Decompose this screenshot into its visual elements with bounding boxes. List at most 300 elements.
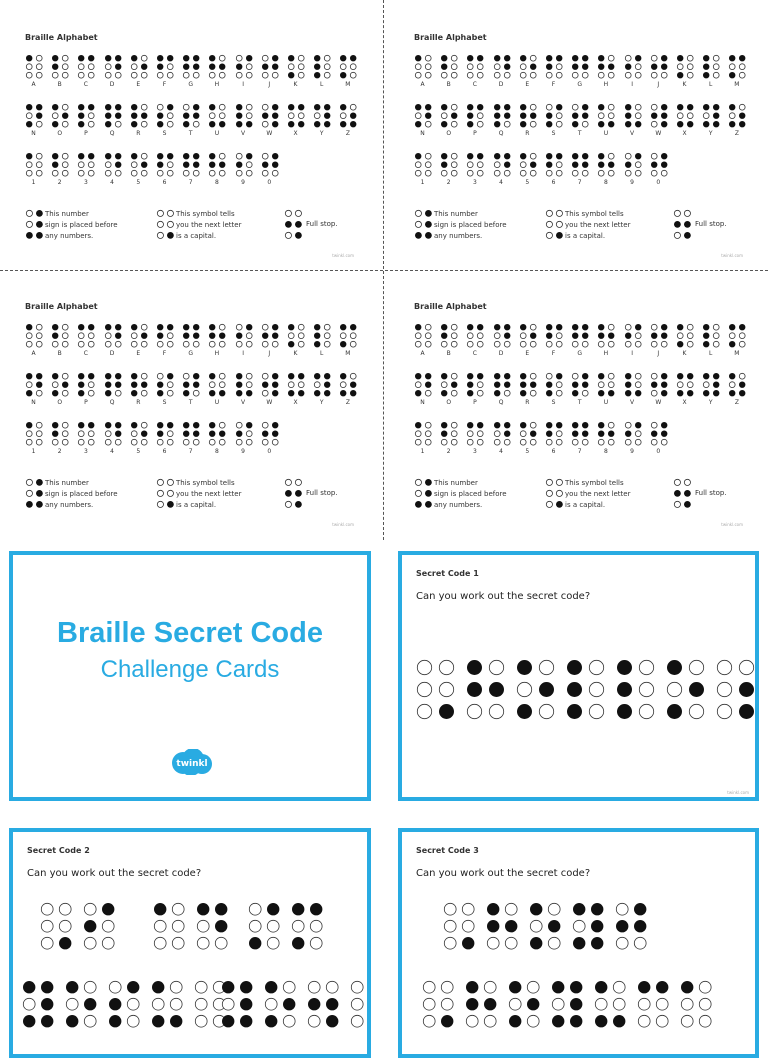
letter-label: U — [214, 130, 220, 138]
braille-cell — [493, 152, 511, 177]
braille-cell — [104, 152, 122, 177]
letter-label: 2 — [57, 179, 62, 187]
raised-dot — [152, 981, 164, 993]
braille-code-cell — [465, 980, 497, 1028]
empty-dot — [689, 660, 703, 674]
empty-dot — [197, 920, 209, 932]
empty-dot — [556, 341, 562, 347]
braille-code-cell — [637, 980, 669, 1028]
braille-cell — [339, 323, 357, 348]
full-stop-label: Full stop. — [306, 220, 338, 228]
raised-dot — [41, 998, 53, 1010]
raised-dot — [739, 113, 745, 119]
raised-dot — [272, 431, 278, 437]
raised-dot — [236, 431, 242, 437]
braille-letter — [104, 152, 130, 186]
empty-dot — [285, 501, 291, 507]
braille-code-cell — [40, 902, 72, 950]
raised-dot — [634, 920, 646, 932]
empty-dot — [193, 121, 199, 127]
braille-letter — [77, 54, 103, 88]
letter-label: Y — [708, 399, 713, 407]
raised-dot — [262, 431, 268, 437]
braille-letter — [519, 323, 545, 357]
empty-dot — [740, 341, 746, 347]
empty-dot — [494, 72, 500, 78]
empty-dot — [131, 64, 137, 70]
braille-letter — [339, 54, 365, 88]
empty-dot — [441, 341, 447, 347]
raised-dot — [209, 333, 215, 339]
braille-letter — [519, 54, 545, 88]
empty-dot — [546, 479, 552, 485]
letter-label: S — [162, 130, 167, 138]
empty-dot — [635, 373, 641, 379]
empty-dot — [167, 390, 173, 396]
raised-dot — [520, 373, 526, 379]
raised-dot — [324, 113, 330, 119]
raised-dot — [183, 55, 189, 61]
empty-dot — [546, 501, 552, 507]
raised-dot — [572, 153, 578, 159]
letter-label: T — [188, 399, 193, 407]
empty-dot — [351, 998, 363, 1010]
braille-cell — [673, 209, 692, 240]
braille-cell — [208, 152, 226, 177]
empty-dot — [246, 72, 252, 78]
raised-dot — [713, 382, 719, 388]
empty-dot — [267, 937, 279, 949]
raised-dot — [570, 1015, 582, 1027]
letter-label: C — [83, 81, 88, 89]
raised-dot — [115, 431, 121, 437]
raised-dot — [487, 903, 499, 915]
empty-dot — [351, 341, 357, 347]
empty-dot — [79, 333, 85, 339]
braille-letter — [624, 421, 650, 455]
letter-label: R — [136, 399, 141, 407]
empty-dot — [157, 104, 163, 110]
raised-dot — [582, 382, 588, 388]
raised-dot — [157, 55, 163, 61]
empty-dot — [105, 341, 111, 347]
empty-dot — [131, 431, 137, 437]
raised-dot — [546, 113, 552, 119]
letter-label: 4 — [499, 179, 503, 187]
empty-dot — [635, 341, 641, 347]
empty-dot — [115, 121, 121, 127]
braille-code-cell — [307, 980, 339, 1028]
braille-letter — [25, 372, 51, 406]
braille-letter — [208, 54, 234, 88]
braille-code-cell — [666, 659, 705, 720]
raised-dot — [504, 162, 510, 168]
raised-dot — [209, 153, 215, 159]
empty-dot — [478, 72, 484, 78]
empty-dot — [84, 981, 96, 993]
braille-cell — [466, 152, 484, 177]
braille-cell — [235, 54, 253, 79]
twinkl-logo — [169, 749, 215, 775]
raised-dot — [504, 324, 510, 330]
empty-dot — [26, 64, 32, 70]
letter-label: 4 — [110, 179, 114, 187]
empty-dot — [79, 64, 85, 70]
braille-cell — [440, 372, 458, 397]
letter-label: O — [446, 130, 452, 138]
braille-letter — [440, 421, 466, 455]
empty-dot — [444, 903, 456, 915]
empty-dot — [193, 341, 199, 347]
braille-cell — [624, 421, 642, 446]
raised-dot — [415, 422, 421, 428]
raised-dot — [661, 382, 667, 388]
braille-cell — [466, 323, 484, 348]
braille-cell — [597, 54, 615, 79]
braille-letter — [624, 152, 650, 186]
braille-cell — [77, 152, 95, 177]
braille-letter — [466, 54, 492, 88]
empty-dot — [89, 113, 95, 119]
letter-label: 6 — [162, 179, 167, 187]
letter-label: F — [162, 350, 167, 358]
empty-dot — [730, 113, 736, 119]
braille-cell — [702, 54, 720, 79]
braille-letter — [466, 323, 492, 357]
braille-letter — [25, 323, 51, 357]
empty-dot — [425, 324, 431, 330]
braille-cell — [156, 323, 174, 348]
empty-dot — [167, 221, 173, 227]
raised-dot — [193, 162, 199, 168]
raised-dot — [661, 162, 667, 168]
raised-dot — [314, 64, 320, 70]
letter-label: 3 — [472, 448, 477, 456]
raised-dot — [467, 422, 473, 428]
braille-letter — [51, 323, 77, 357]
empty-dot — [62, 333, 68, 339]
empty-dot — [451, 333, 457, 339]
raised-dot — [183, 390, 189, 396]
braille-letter — [156, 421, 182, 455]
raised-dot — [314, 55, 320, 61]
braille-letter — [261, 421, 287, 455]
braille-cell — [25, 421, 43, 446]
empty-dot — [141, 373, 147, 379]
raised-dot — [661, 422, 667, 428]
raised-dot — [197, 903, 209, 915]
empty-dot — [687, 324, 693, 330]
secret-code-question: Can you work out the secret code? — [416, 591, 591, 602]
raised-dot — [265, 1015, 277, 1027]
raised-dot — [340, 341, 346, 347]
braille-letter — [130, 323, 156, 357]
raised-dot — [236, 373, 242, 379]
raised-dot — [582, 431, 588, 437]
empty-dot — [520, 64, 526, 70]
braille-letter — [728, 103, 754, 137]
empty-dot — [105, 64, 111, 70]
empty-dot — [36, 153, 42, 159]
legend-line: sign is placed before — [434, 490, 507, 498]
empty-dot — [157, 170, 163, 176]
braille-cell — [650, 421, 668, 446]
raised-dot — [661, 390, 667, 396]
empty-dot — [425, 55, 431, 61]
braille-cell — [208, 103, 226, 128]
braille-letter — [208, 421, 234, 455]
cover-subtitle: Challenge Cards — [100, 656, 280, 683]
raised-dot — [677, 373, 683, 379]
raised-dot — [157, 390, 163, 396]
raised-dot — [209, 390, 215, 396]
empty-dot — [451, 72, 457, 78]
raised-dot — [625, 162, 631, 168]
empty-dot — [157, 479, 163, 485]
empty-dot — [141, 439, 147, 445]
empty-dot — [530, 373, 536, 379]
braille-cell — [77, 421, 95, 446]
empty-dot — [36, 333, 42, 339]
raised-dot — [193, 113, 199, 119]
raised-dot — [608, 333, 614, 339]
braille-row — [25, 152, 361, 188]
letter-label: 9 — [241, 179, 245, 187]
raised-dot — [598, 64, 604, 70]
raised-dot — [209, 373, 215, 379]
raised-dot — [285, 221, 292, 228]
raised-dot — [617, 660, 632, 675]
raised-dot — [219, 64, 225, 70]
braille-alphabet-card — [389, 269, 768, 539]
raised-dot — [52, 162, 58, 168]
braille-letter — [235, 103, 261, 137]
empty-dot — [681, 1015, 693, 1027]
braille-letter — [130, 152, 156, 186]
legend-line: is a capital. — [565, 501, 606, 509]
raised-dot — [102, 903, 114, 915]
raised-dot — [115, 333, 121, 339]
empty-dot — [530, 153, 536, 159]
raised-dot — [246, 55, 252, 61]
letter-label: D — [498, 81, 504, 89]
braille-letter — [519, 421, 545, 455]
raised-dot — [167, 104, 173, 110]
braille-code-cell — [153, 902, 185, 950]
raised-dot — [661, 324, 667, 330]
raised-dot — [115, 422, 121, 428]
empty-dot — [26, 439, 32, 445]
empty-dot — [713, 72, 719, 78]
letter-label: P — [473, 399, 477, 407]
braille-cell — [414, 478, 433, 509]
raised-dot — [567, 682, 582, 697]
braille-cell — [414, 103, 432, 128]
raised-dot — [215, 903, 227, 915]
raised-dot — [494, 382, 500, 388]
empty-dot — [635, 439, 641, 445]
raised-dot — [36, 373, 42, 379]
raised-dot — [598, 121, 604, 127]
empty-dot — [341, 333, 347, 339]
empty-dot — [730, 333, 736, 339]
empty-dot — [131, 72, 137, 78]
empty-dot — [546, 170, 552, 176]
braille-letter — [466, 152, 492, 186]
empty-dot — [441, 113, 447, 119]
empty-dot — [36, 439, 42, 445]
braille-cell — [676, 103, 694, 128]
raised-dot — [591, 937, 603, 949]
empty-dot — [520, 170, 526, 176]
empty-dot — [109, 981, 121, 993]
empty-dot — [170, 981, 182, 993]
empty-dot — [439, 660, 453, 674]
empty-dot — [36, 341, 42, 347]
letter-label: I — [242, 350, 244, 358]
raised-dot — [451, 113, 457, 119]
legend-line: any numbers. — [45, 232, 94, 240]
empty-dot — [41, 920, 53, 932]
empty-dot — [609, 104, 615, 110]
empty-dot — [131, 170, 137, 176]
legend-line: any numbers. — [45, 501, 94, 509]
empty-dot — [36, 422, 42, 428]
empty-dot — [310, 937, 322, 949]
raised-dot — [591, 920, 603, 932]
raised-dot — [209, 55, 215, 61]
raised-dot — [415, 104, 421, 110]
braille-letter — [440, 54, 466, 88]
secret-code-title: Secret Code 3 — [416, 846, 479, 855]
braille-row — [414, 54, 750, 90]
raised-dot — [314, 121, 320, 127]
empty-dot — [167, 170, 173, 176]
raised-dot — [131, 422, 137, 428]
empty-dot — [89, 439, 95, 445]
empty-dot — [489, 660, 503, 674]
empty-dot — [220, 72, 226, 78]
empty-dot — [517, 682, 531, 696]
raised-dot — [546, 121, 552, 127]
braille-cell — [235, 372, 253, 397]
empty-dot — [573, 920, 585, 932]
braille-alphabet-card — [0, 0, 384, 270]
braille-letter — [156, 103, 182, 137]
letter-label: 8 — [603, 448, 608, 456]
raised-dot — [467, 121, 473, 127]
empty-dot — [546, 104, 552, 110]
braille-letter — [208, 323, 234, 357]
raised-dot — [52, 324, 58, 330]
empty-dot — [740, 373, 746, 379]
raised-dot — [246, 390, 252, 396]
raised-dot — [84, 998, 96, 1010]
braille-cell — [650, 372, 668, 397]
legend-line: is a capital. — [176, 232, 217, 240]
braille-cell — [702, 103, 720, 128]
empty-dot — [415, 221, 421, 227]
raised-dot — [157, 382, 163, 388]
braille-letter — [182, 103, 208, 137]
empty-dot — [59, 903, 71, 915]
braille-row — [25, 323, 361, 359]
braille-letter — [130, 103, 156, 137]
empty-dot — [369, 1015, 371, 1027]
braille-letter — [313, 54, 339, 88]
empty-dot — [84, 1015, 96, 1027]
raised-dot — [739, 55, 745, 61]
empty-dot — [195, 981, 207, 993]
raised-dot — [530, 113, 536, 119]
raised-dot — [598, 104, 604, 110]
empty-dot — [79, 162, 85, 168]
raised-dot — [530, 382, 536, 388]
empty-dot — [26, 333, 32, 339]
empty-dot — [62, 153, 68, 159]
raised-dot — [115, 382, 121, 388]
symbol-legend — [414, 478, 754, 514]
letter-label: A — [31, 81, 36, 89]
braille-cell — [414, 372, 432, 397]
raised-dot — [494, 324, 500, 330]
empty-dot — [504, 72, 510, 78]
empty-dot — [172, 903, 184, 915]
empty-dot — [451, 162, 457, 168]
empty-dot — [687, 64, 693, 70]
raised-dot — [88, 104, 94, 110]
empty-dot — [651, 104, 657, 110]
raised-dot — [115, 324, 121, 330]
empty-dot — [79, 72, 85, 78]
empty-dot — [89, 162, 95, 168]
empty-dot — [625, 422, 631, 428]
empty-dot — [530, 341, 536, 347]
letter-label: J — [657, 350, 660, 358]
letter-label: H — [603, 81, 609, 89]
empty-dot — [740, 333, 746, 339]
raised-dot — [105, 113, 111, 119]
raised-dot — [546, 162, 552, 168]
braille-letter — [261, 152, 287, 186]
letter-label: E — [525, 81, 530, 89]
braille-letter — [728, 54, 754, 88]
empty-dot — [530, 55, 536, 61]
raised-dot — [115, 55, 121, 61]
raised-dot — [651, 431, 657, 437]
empty-dot — [494, 341, 500, 347]
braille-cell — [440, 323, 458, 348]
raised-dot — [246, 422, 252, 428]
raised-dot — [285, 490, 292, 497]
raised-dot — [582, 373, 588, 379]
empty-dot — [609, 170, 615, 176]
raised-dot — [477, 153, 483, 159]
empty-dot — [635, 170, 641, 176]
raised-dot — [236, 382, 242, 388]
raised-dot — [661, 153, 667, 159]
raised-dot — [667, 660, 682, 675]
braille-letter — [130, 54, 156, 88]
raised-dot — [288, 324, 294, 330]
braille-cell — [156, 372, 174, 397]
braille-letter — [261, 54, 287, 88]
raised-dot — [157, 153, 163, 159]
empty-dot — [246, 373, 252, 379]
letter-label: S — [551, 130, 556, 138]
braille-cell — [440, 152, 458, 177]
raised-dot — [504, 55, 510, 61]
